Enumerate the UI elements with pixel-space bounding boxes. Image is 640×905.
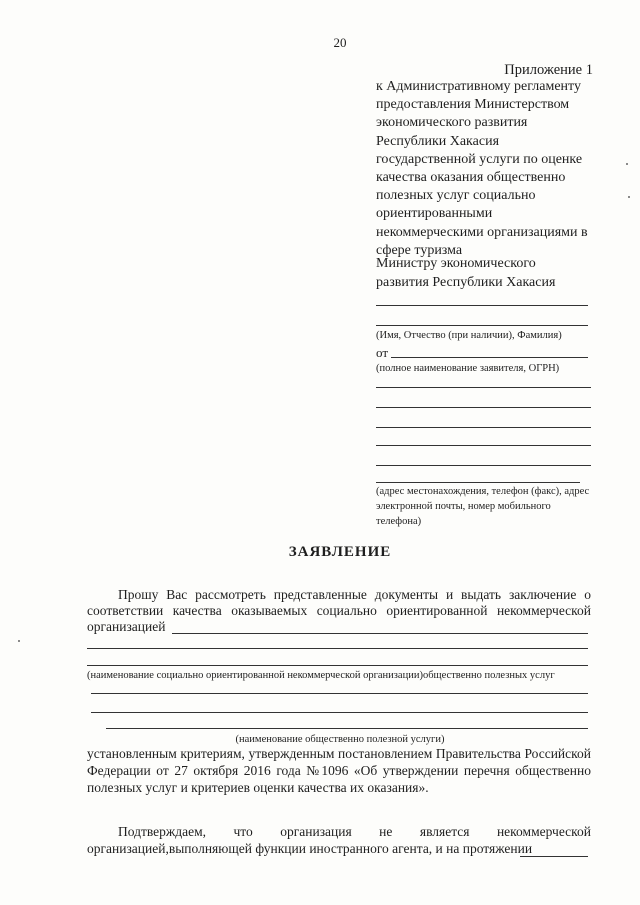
annex-reference [376,78,608,260]
service-blank-line[interactable] [91,693,588,694]
paragraph-line: Федерации от 27 октября 2016 года №1096 «Об утверждении перечня общественно [87,763,591,778]
scan-speck [626,163,628,165]
address-blank-line[interactable] [376,387,591,388]
paragraph-line: соответствии качества оказываемых социально ориентированной некоммерческой [87,603,591,618]
applicant-hint: (полное наименование заявителя, ОГРН) [376,363,560,374]
name-blank-line[interactable] [376,305,588,306]
period-blank-line[interactable] [520,856,588,857]
org-blank-line[interactable] [87,665,588,666]
org-blank-line[interactable] [172,633,588,634]
service-blank-line[interactable] [106,728,588,729]
annex-line: предоставления Министерством [376,97,570,113]
name-hint: (Имя, Отчество (при наличии), Фамилия) [376,330,562,341]
address-blank-line[interactable] [376,465,591,466]
address-blank-line[interactable] [376,482,580,483]
paragraph-line: установленным критериям, утвержденным постановлением Правительства Российской [87,746,591,761]
annex-line: экономического развития [376,115,528,131]
annex-line: Республики Хакасия [376,133,500,149]
org-hint: (наименование социально ориентированной некоммерческой организации)общественно полезных услуг [87,670,555,681]
annex-line: некоммерческими организациями в [376,224,588,240]
scan-speck [628,196,630,198]
address-blank-line[interactable] [376,427,591,428]
annex-line: качества оказания общественно [376,170,566,186]
annex-line: сфере туризма [376,242,463,258]
applicant-blank-line[interactable] [391,357,588,358]
paragraph-line: Прошу Вас рассмотреть представленные документы и выдать заключение о [118,587,591,602]
addressee-line: развития Республики Хакасия [376,274,556,290]
from-label: от [376,345,389,360]
paragraph-line: Подтверждаем, что организация не является некоммерческой [118,824,591,839]
scan-speck [18,640,20,642]
paragraph-line: полезных услуг и критериев оценки качества их оказания». [87,780,429,795]
paragraph-line: организацией [87,619,166,634]
annex-title: Приложение 1 [504,62,593,78]
name-blank-line[interactable] [376,325,588,326]
address-hint: (адрес местонахождения, телефон (факс), адрес электронной почты, номер мобильного телефона) [376,486,590,527]
service-blank-line[interactable] [91,712,588,713]
org-blank-line[interactable] [87,648,588,649]
annex-line: полезных услуг социально [376,188,536,204]
address-blank-line[interactable] [376,407,591,408]
service-hint: (наименование общественно полезной услуги) [235,734,445,745]
page-number: 20 [333,35,347,50]
annex-line: ориентированными [376,206,493,222]
paragraph-line: организацией,выполняющей функции иностранного агента, и на протяжении [87,841,533,856]
annex-line: к Административному регламенту [376,79,581,94]
statement-heading: ЗАЯВЛЕНИЕ [288,544,392,560]
address-blank-line[interactable] [376,445,591,446]
annex-line: государственной услуги по оценке [376,151,583,167]
addressee-block [376,255,608,292]
addressee-line: Министру экономического [376,256,536,271]
